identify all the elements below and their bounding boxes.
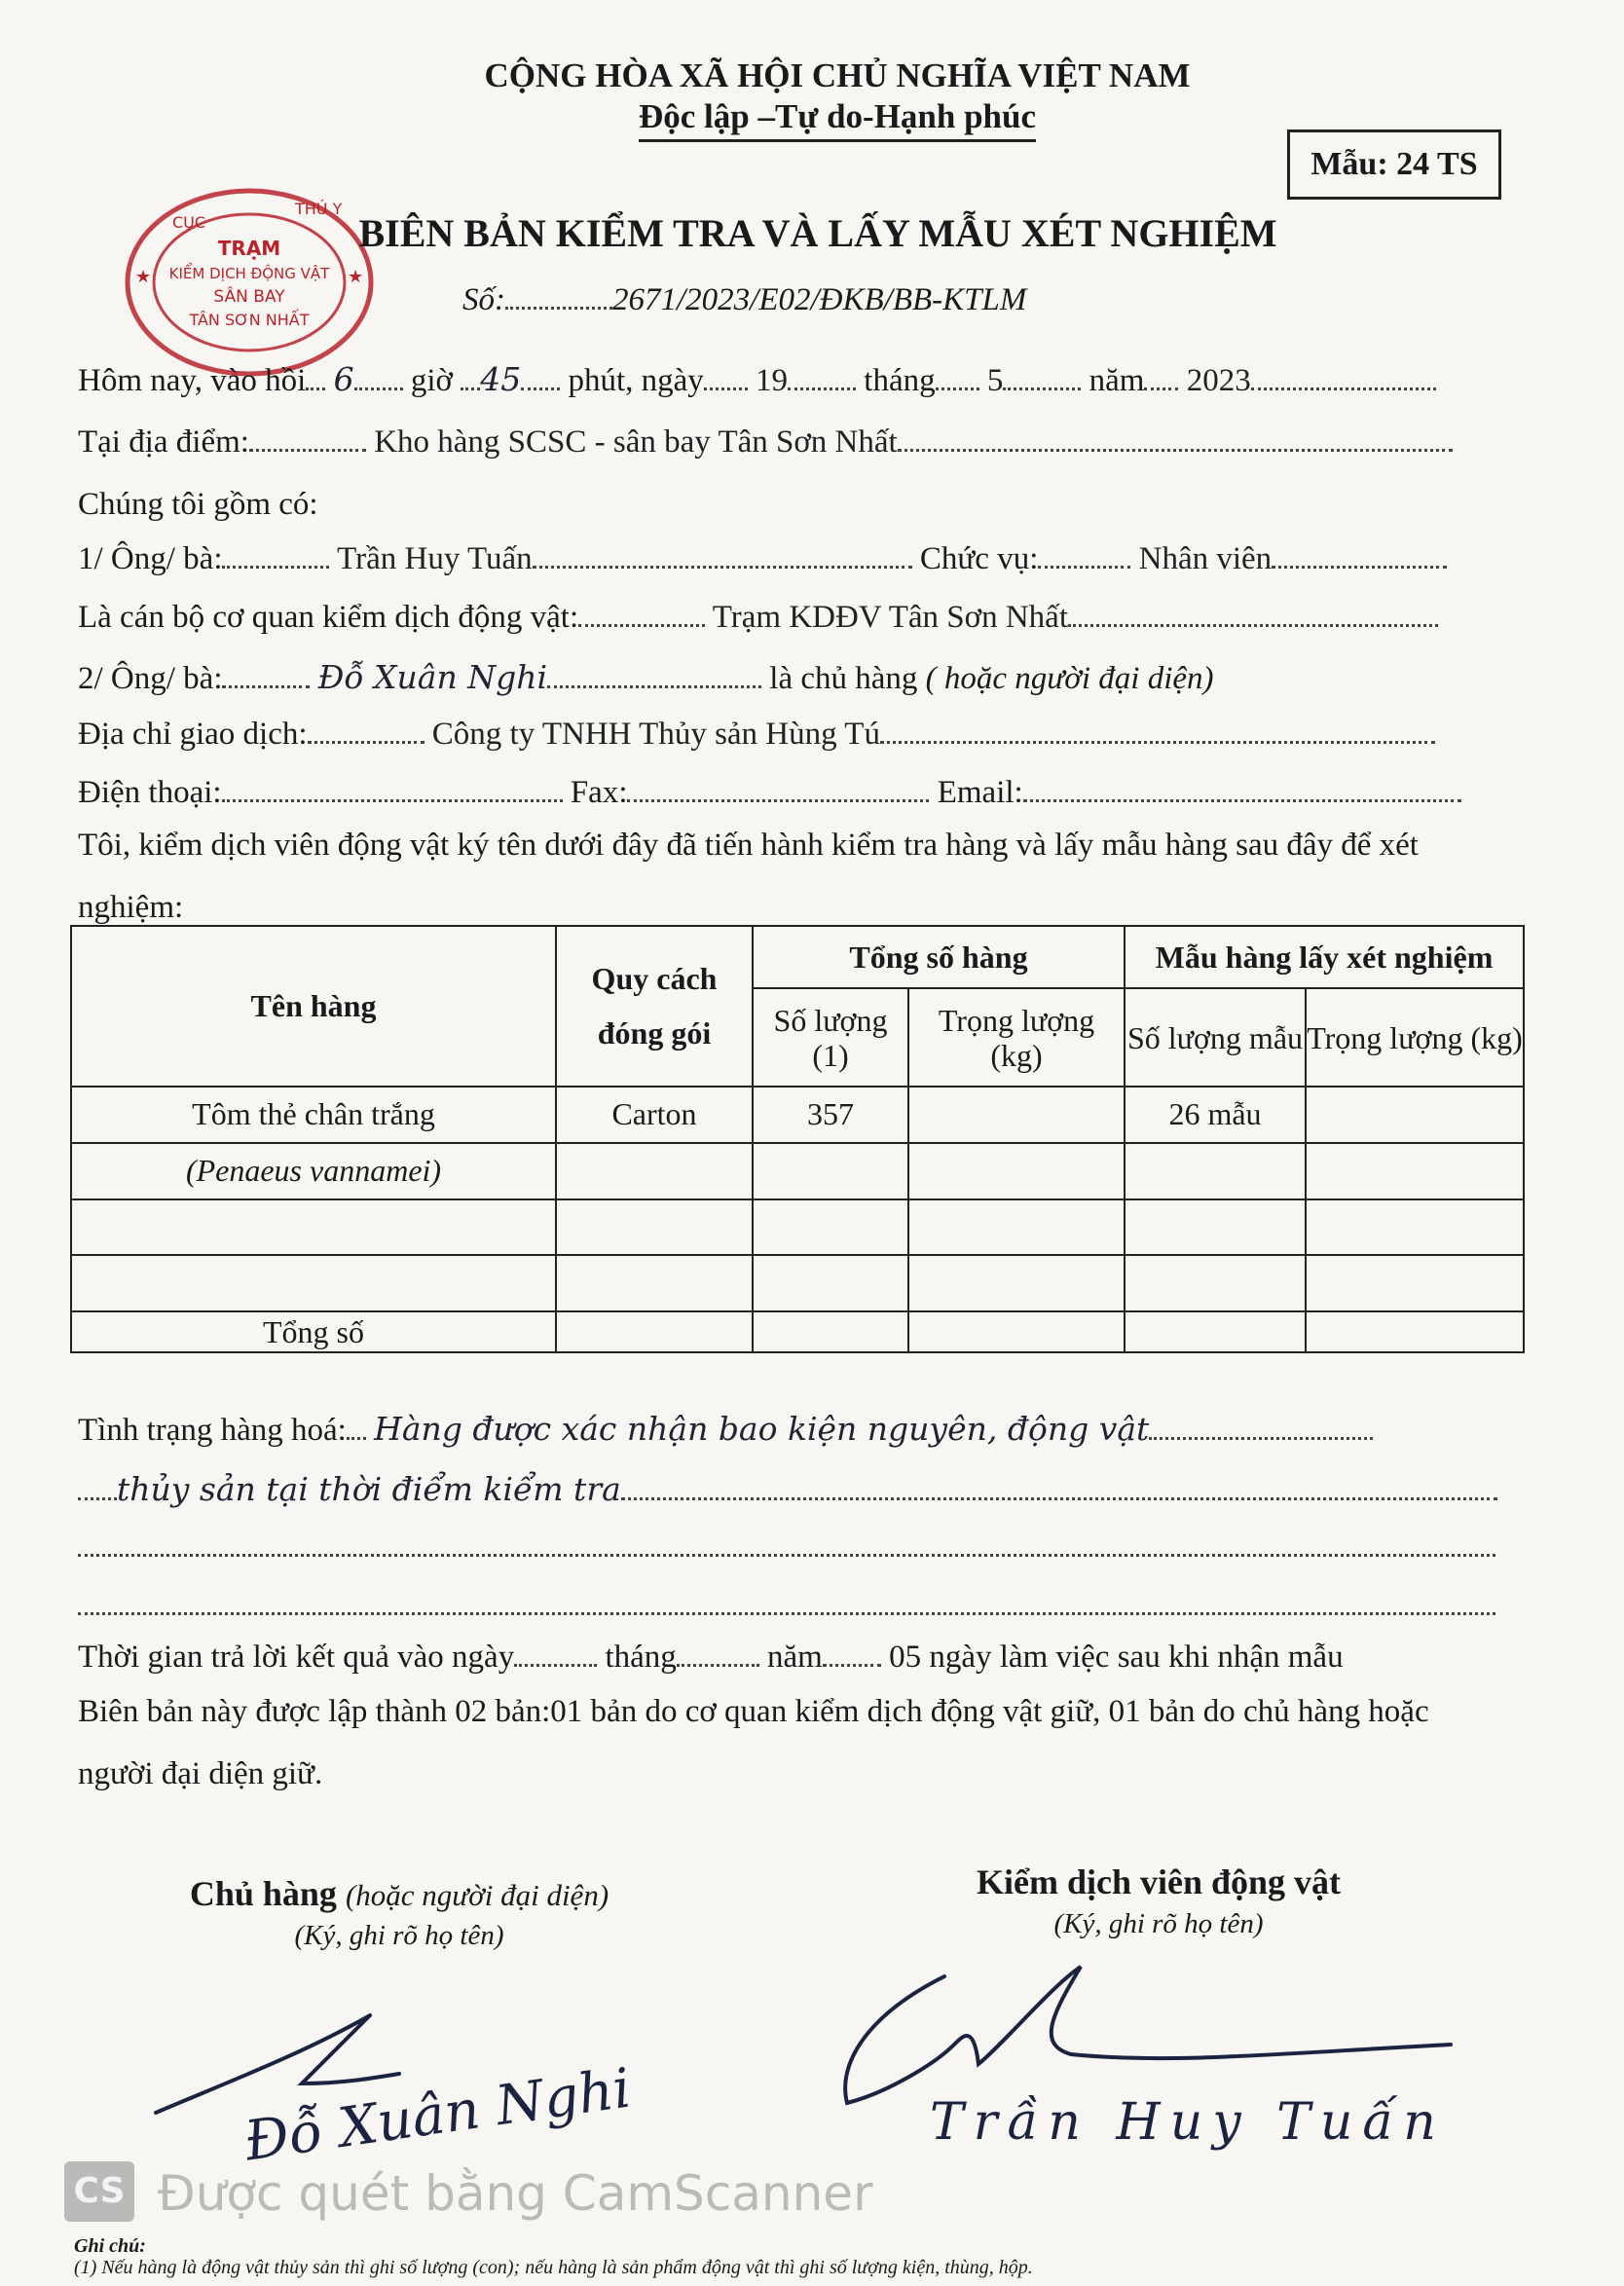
- cell-sample-weight: [1306, 1087, 1524, 1143]
- blank-line-2: [78, 1612, 1495, 1615]
- condition-line-2: [78, 1470, 1497, 1509]
- owner-printed-name: Đỗ Xuân Nghi: [240, 2056, 635, 2174]
- agency-line: [78, 600, 1438, 636]
- header-weight: Trọng lượng (kg): [908, 988, 1125, 1087]
- header-sample-goods: Mẫu hàng lấy xét nghiệm: [1125, 926, 1524, 988]
- motto-text: Độc lập –Tự do-Hạnh phúc: [639, 97, 1036, 142]
- stamp-ring-text-left: CỤC: [172, 213, 206, 232]
- position-label: Chức vụ:: [919, 541, 1039, 576]
- header-sample-weight: Trọng lượng (kg): [1306, 988, 1524, 1087]
- cell-sample-weight: [1306, 1143, 1524, 1199]
- footnote-text: (1) Nếu hàng là động vật thủy sản thì ghi số lượng (con); nếu hàng là sản phẩm động vật thì ghi số lượng kiện, thùng, hộp.: [74, 2257, 1033, 2278]
- we-include: Chúng tôi gồm có:: [78, 487, 318, 522]
- result-days: 05: [889, 1640, 922, 1675]
- table-row: [71, 1143, 1524, 1199]
- condition-line-1: [78, 1410, 1373, 1449]
- stamp-ring-text-right: THÚ Y: [295, 200, 343, 218]
- stamp-star-right-icon: ★: [348, 267, 364, 286]
- camscanner-logo-icon: CS: [64, 2161, 134, 2222]
- result-time-line: [78, 1640, 1344, 1676]
- cell-sample-quantity: [1125, 1143, 1306, 1199]
- location-label: Tại địa điểm:: [78, 424, 249, 460]
- inspector-printed-name: Trần Huy Tuấn: [930, 2093, 1446, 2152]
- goods-table: [70, 925, 1525, 1353]
- location-value: Kho hàng SCSC - sân bay Tân Sơn Nhất: [374, 424, 898, 460]
- hour-value: 6: [333, 360, 354, 398]
- date-line: [78, 360, 1436, 399]
- header-total-goods: Tổng số hàng: [753, 926, 1125, 988]
- person1-line: [78, 541, 1447, 577]
- footnote-label: Ghi chú:: [74, 2235, 146, 2257]
- person2-line: [78, 658, 1214, 697]
- document-number: 2671/2023/E02/ĐKB/BB-KTLM: [612, 282, 1027, 317]
- cell-weight: [908, 1143, 1125, 1199]
- total-label: Tổng số: [71, 1311, 556, 1352]
- stamp-line-2: KIỂM DỊCH ĐỘNG VẬT: [168, 265, 330, 282]
- stamp-star-left-icon: ★: [135, 267, 152, 286]
- cell-quantity: 357: [753, 1087, 908, 1143]
- result-suffix: ngày làm việc sau khi nhận mẫu: [929, 1640, 1344, 1675]
- today-label: Hôm nay, vào hồi: [78, 363, 307, 398]
- inspector-title: Kiểm dịch viên động vật: [976, 1862, 1342, 1901]
- person1-name: Trần Huy Tuấn: [337, 541, 533, 576]
- month-label: tháng: [864, 363, 936, 398]
- fax-label: Fax:: [570, 775, 628, 810]
- inspector-signature-block: [905, 1862, 1412, 1940]
- number-label: Số:: [462, 282, 505, 317]
- cell-quantity: [753, 1143, 908, 1199]
- copies-text: Biên bản này được lập thành 02 bản:01 bản do cơ quan kiểm dịch động vật giữ, 01 bản do chủ hàng hoặc người đại diện giữ.: [78, 1694, 1429, 1791]
- header-packing: Quy cách đóng gói: [556, 926, 753, 1087]
- table-total-row: [71, 1311, 1524, 1352]
- cell-packing: Carton: [556, 1087, 753, 1143]
- stamp-line-4: TÂN SƠN NHẤT: [189, 311, 310, 329]
- person1-label: 1/ Ông/ bà:: [78, 541, 223, 576]
- result-year-label: năm: [767, 1640, 823, 1675]
- national-motto: [545, 97, 1129, 136]
- cell-goods-name: (Penaeus vannamei): [71, 1143, 556, 1199]
- camscanner-text: Được quét bằng CamScanner: [158, 2165, 873, 2222]
- table-row-empty: [71, 1199, 1524, 1256]
- cell-goods-name: Tôm thẻ chân trắng: [71, 1087, 556, 1143]
- address-line: [78, 717, 1435, 753]
- owner-label: là chủ hàng: [769, 661, 918, 696]
- blank-line-1: [78, 1554, 1495, 1557]
- country-name: CỘNG HÒA XÃ HỘI CHỦ NGHĨA VIỆT NAM: [484, 56, 1191, 94]
- year-label: năm: [1089, 363, 1145, 398]
- day-value: 19: [756, 363, 789, 398]
- header-sample-quantity: Số lượng mẫu: [1125, 988, 1306, 1087]
- owner-title-note: (hoặc người đại diện): [345, 1878, 609, 1912]
- document-title: BIÊN BẢN KIỂM TRA VÀ LẤY MẪU XÉT NGHIỆM: [358, 211, 1277, 255]
- document-number-line: [462, 282, 1026, 318]
- agency-label: Là cán bộ cơ quan kiểm dịch động vật:: [78, 600, 579, 635]
- owner-note: ( hoặc người đại diện): [925, 661, 1214, 696]
- agency-value: Trạm KDĐV Tân Sơn Nhất: [712, 600, 1068, 635]
- minute-label: phút, ngày: [568, 363, 704, 398]
- owner-title-line: [146, 1873, 652, 1914]
- phone-label: Điện thoại:: [78, 775, 222, 810]
- address-label: Địa chỉ giao dịch:: [78, 717, 308, 752]
- stamp-line-1: TRẠM: [217, 237, 281, 260]
- hour-label: giờ: [410, 363, 453, 398]
- email-label: Email:: [937, 775, 1023, 810]
- header-goods-name: Tên hàng: [71, 926, 556, 1087]
- cell-weight: [908, 1087, 1125, 1143]
- condition-label: Tình trạng hàng hoá:: [78, 1413, 347, 1448]
- cell-packing: [556, 1143, 753, 1199]
- cell-sample-quantity: 26 mẫu: [1125, 1087, 1306, 1143]
- minute-value: 45: [480, 360, 522, 398]
- owner-title: Chủ hàng: [189, 1874, 337, 1913]
- year-value: 2023: [1186, 363, 1251, 398]
- address-value: Công ty TNHH Thủy sản Hùng Tú: [431, 717, 880, 752]
- inspector-sign-instruction: (Ký, ghi rõ họ tên): [1053, 1908, 1264, 1939]
- owner-signature-block: [146, 1873, 652, 1952]
- table-row: [71, 1087, 1524, 1143]
- owner-sign-instruction: (Ký, ghi rõ họ tên): [294, 1920, 504, 1951]
- condition-text-2: thủy sản tại thời điểm kiểm tra: [117, 1470, 621, 1508]
- person2-label: 2/ Ông/ bà:: [78, 661, 223, 696]
- contact-line: [78, 775, 1461, 811]
- table-row-empty: [71, 1255, 1524, 1311]
- statement-text: Tôi, kiểm dịch viên động vật ký tên dưới đây đã tiến hành kiểm tra hàng và lấy mẫu hàng sau đây để xét nghiệm:: [78, 828, 1419, 925]
- camscanner-watermark: [64, 2161, 941, 2226]
- stamp-line-3: SÂN BAY: [213, 287, 285, 307]
- header-quantity: Số lượng (1): [753, 988, 908, 1087]
- person2-name: Đỗ Xuân Nghi: [317, 658, 548, 696]
- form-code-box: Mẫu: 24 TS: [1287, 129, 1501, 200]
- result-month-label: tháng: [605, 1640, 677, 1675]
- person1-position: Nhân viên: [1138, 541, 1273, 576]
- month-value: 5: [986, 363, 1004, 398]
- location-line: [78, 424, 1453, 461]
- result-time-label: Thời gian trả lời kết quả vào ngày: [78, 1640, 515, 1675]
- condition-text-1: Hàng được xác nhận bao kiện nguyên, động vật: [374, 1410, 1150, 1448]
